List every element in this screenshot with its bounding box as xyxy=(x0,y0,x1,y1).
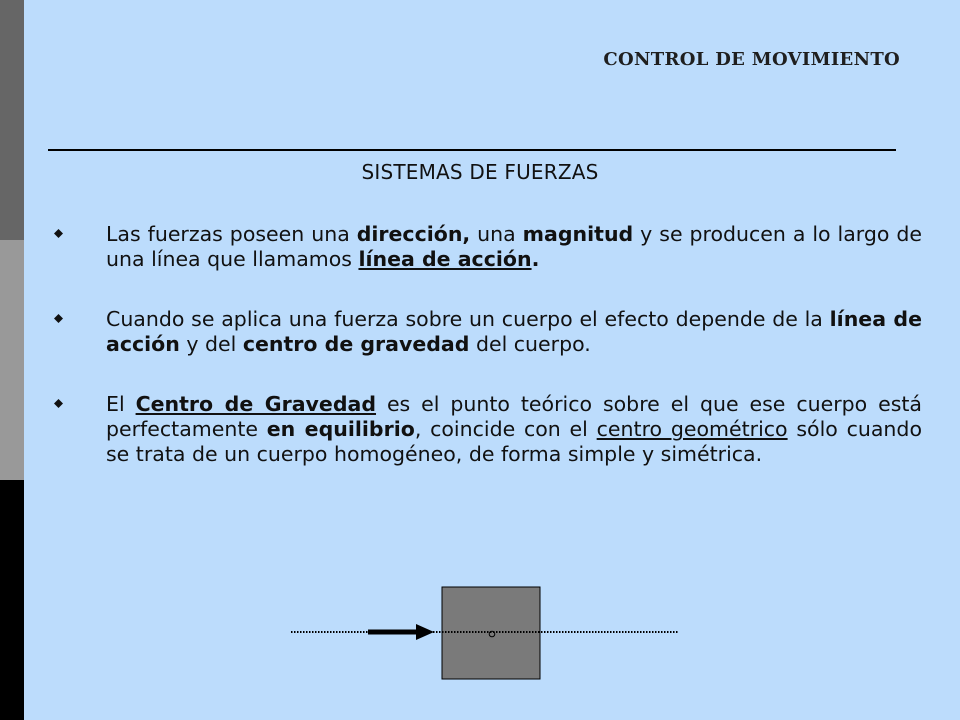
header-divider xyxy=(48,149,896,151)
bullet-list xyxy=(52,222,922,502)
bold-term-linea-de-accion: línea de acción xyxy=(106,307,922,356)
force-arrowhead-icon xyxy=(416,624,434,640)
slide-subtitle: SISTEMAS DE FUERZAS xyxy=(361,160,599,184)
bold-term-centro-de-gravedad: centro de gravedad xyxy=(242,332,470,356)
bold-term-direccion: dirección, xyxy=(356,222,471,246)
bullet-text: es el punto teórico sobre el que ese cuerpo está perfectamente xyxy=(106,392,922,441)
center-of-gravity-marker xyxy=(489,631,495,637)
bold-term-centro-de-gravedad: Centro de Gravedad xyxy=(135,392,377,416)
bullet-text: y del xyxy=(179,332,243,356)
bold-term-linea-de-accion: línea de acción xyxy=(358,247,532,271)
bullet-item-2 xyxy=(52,307,922,357)
bullet-item-1 xyxy=(52,222,922,272)
side-bar-segment-top xyxy=(0,0,24,240)
bullet-text: Cuando se aplica una fuerza sobre un cuerpo el efecto depende de la xyxy=(106,307,830,331)
bullet-text: . xyxy=(531,247,540,271)
bold-term-en-equilibrio: en equilibrio xyxy=(266,417,415,441)
side-bar-segment-bottom xyxy=(0,480,24,720)
bold-term-magnitud: magnitud xyxy=(522,222,634,246)
bullet-item-3 xyxy=(52,392,922,467)
bullet-text: del cuerpo. xyxy=(469,332,591,356)
bullet-diamond-icon xyxy=(54,399,63,408)
body-square xyxy=(442,587,540,679)
bullet-text: sólo cuando se trata de un cuerpo homogéneo, de forma simple y simétrica. xyxy=(106,417,922,466)
side-color-bar xyxy=(0,0,24,720)
bullet-diamond-icon xyxy=(54,314,63,323)
side-bar-segment-middle xyxy=(0,240,24,480)
bullet-text: una xyxy=(470,222,523,246)
bullet-text: , coincide con el xyxy=(414,417,597,441)
underlined-term-centro-geometrico: centro geométrico xyxy=(596,417,788,441)
bullet-diamond-icon xyxy=(54,229,63,238)
slide-header-title: CONTROL DE MOVIMIENTO xyxy=(603,49,900,70)
bullet-text: El xyxy=(106,392,136,416)
bullet-text: Las fuerzas poseen una xyxy=(106,222,357,246)
bullet-text: y se producen a lo largo de una línea que llamamos xyxy=(106,222,922,271)
